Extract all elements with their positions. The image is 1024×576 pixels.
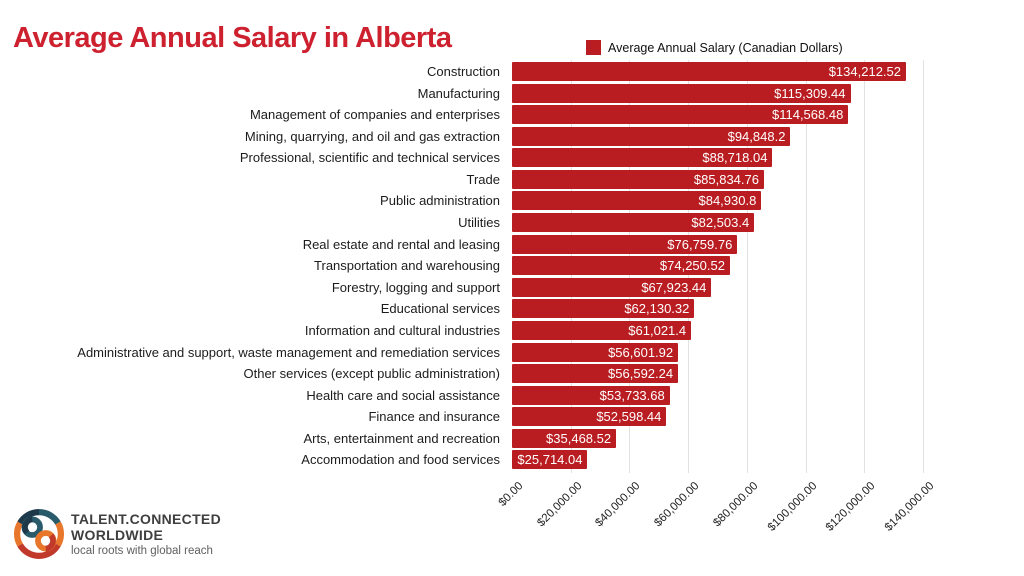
bar-row bbox=[0, 256, 730, 275]
bar bbox=[512, 235, 737, 254]
bar-row bbox=[0, 407, 666, 426]
bar-value-label: $82,503.4 bbox=[691, 215, 750, 231]
category-label: Utilities bbox=[458, 215, 500, 231]
bar-value-label: $35,468.52 bbox=[546, 430, 612, 446]
logo-text bbox=[71, 508, 221, 557]
bar bbox=[512, 321, 691, 340]
category-label: Mining, quarrying, and oil and gas extraction bbox=[244, 128, 500, 144]
bar bbox=[512, 84, 851, 103]
category-label: Forestry, logging and support bbox=[331, 279, 500, 295]
bar bbox=[512, 299, 694, 318]
bar-row bbox=[0, 127, 790, 146]
bar-row bbox=[0, 450, 587, 469]
logo-line-2: WORLDWIDE bbox=[71, 527, 164, 543]
logo-tagline: local roots with global reach bbox=[71, 545, 213, 557]
talent-connected-logo-icon bbox=[14, 508, 64, 560]
category-label: Other services (except public administration) bbox=[243, 366, 500, 382]
bar bbox=[512, 148, 772, 167]
x-axis-tick-label: $80,000.00 bbox=[711, 480, 761, 530]
bar-value-label: $52,598.44 bbox=[596, 409, 662, 425]
category-label: Manufacturing bbox=[417, 85, 500, 101]
bar-row bbox=[0, 343, 678, 362]
category-label: Real estate and rental and leasing bbox=[302, 236, 500, 252]
bar bbox=[512, 213, 754, 232]
bar bbox=[512, 364, 678, 383]
gridline bbox=[864, 60, 865, 473]
bar bbox=[512, 278, 711, 297]
bar-row bbox=[0, 299, 694, 318]
x-axis-tick-label: $40,000.00 bbox=[593, 480, 643, 530]
category-label: Trade bbox=[466, 171, 500, 187]
gridline bbox=[923, 60, 924, 473]
bar-value-label: $61,021.4 bbox=[628, 322, 687, 338]
category-label: Professional, scientific and technical services bbox=[239, 150, 500, 166]
bar-value-label: $84,930.8 bbox=[698, 193, 757, 209]
bar-row bbox=[0, 364, 678, 383]
bar-value-label: $85,834.76 bbox=[693, 171, 759, 187]
bar bbox=[512, 170, 764, 189]
bar-row bbox=[0, 213, 754, 232]
bar-value-label: $76,759.76 bbox=[667, 236, 733, 252]
bar-value-label: $67,923.44 bbox=[641, 279, 707, 295]
x-axis-tick-label: $20,000.00 bbox=[535, 480, 585, 530]
bar bbox=[512, 386, 670, 405]
category-label: Information and cultural industries bbox=[304, 322, 500, 338]
bar-value-label: $94,848.2 bbox=[727, 128, 786, 144]
bar-value-label: $74,250.52 bbox=[659, 258, 725, 274]
bar-row bbox=[0, 429, 616, 448]
bar-row bbox=[0, 235, 737, 254]
bar-row bbox=[0, 278, 711, 297]
bar-value-label: $56,592.24 bbox=[608, 366, 674, 382]
bar-value-label: $88,718.04 bbox=[702, 150, 768, 166]
bar bbox=[512, 62, 906, 81]
chart-title: Average Annual Salary in Alberta bbox=[13, 22, 452, 54]
x-axis-tick-label: $100,000.00 bbox=[765, 480, 820, 534]
footer-logo bbox=[14, 508, 221, 560]
category-label: Arts, entertainment and recreation bbox=[303, 430, 500, 446]
bar-value-label: $115,309.44 bbox=[774, 85, 846, 101]
category-label: Finance and insurance bbox=[368, 409, 500, 425]
category-label: Construction bbox=[427, 64, 500, 79]
category-label: Health care and social assistance bbox=[306, 387, 500, 403]
bar-row bbox=[0, 62, 906, 81]
bar-row bbox=[0, 170, 764, 189]
bar-value-label: $134,212.52 bbox=[828, 64, 901, 79]
category-label: Public administration bbox=[380, 193, 500, 209]
logo-line-1: TALENT.CONNECTED bbox=[71, 511, 221, 527]
bar-value-label: $53,733.68 bbox=[599, 387, 665, 403]
legend-label: Average Annual Salary (Canadian Dollars) bbox=[608, 40, 843, 55]
bar-value-label: $56,601.92 bbox=[608, 344, 674, 360]
bar-value-label: $114,568.48 bbox=[771, 107, 844, 123]
bar-row bbox=[0, 148, 772, 167]
bar-row bbox=[0, 386, 670, 405]
bar-value-label: $25,714.04 bbox=[517, 452, 583, 468]
bar bbox=[512, 105, 848, 124]
bar bbox=[512, 343, 678, 362]
bar-row bbox=[0, 84, 851, 103]
bar bbox=[512, 429, 616, 448]
bar bbox=[512, 256, 730, 275]
bar-row bbox=[0, 191, 761, 210]
x-axis-tick-label: $140,000.00 bbox=[882, 480, 937, 534]
bar-row bbox=[0, 321, 691, 340]
category-label: Accommodation and food services bbox=[301, 452, 500, 468]
bar bbox=[512, 191, 761, 210]
x-axis-tick-label: $0.00 bbox=[496, 480, 526, 509]
bar-value-label: $62,130.32 bbox=[624, 301, 690, 317]
x-axis-tick-label: $60,000.00 bbox=[652, 480, 702, 530]
bar bbox=[512, 407, 666, 426]
category-label: Educational services bbox=[380, 301, 500, 317]
bar-row bbox=[0, 105, 848, 124]
bar bbox=[512, 127, 790, 146]
category-label: Administrative and support, waste management and remediation services bbox=[77, 344, 500, 360]
category-label: Management of companies and enterprises bbox=[249, 107, 500, 123]
x-axis-tick-label: $120,000.00 bbox=[824, 480, 878, 534]
bar bbox=[512, 450, 587, 469]
category-label: Transportation and warehousing bbox=[314, 258, 500, 274]
